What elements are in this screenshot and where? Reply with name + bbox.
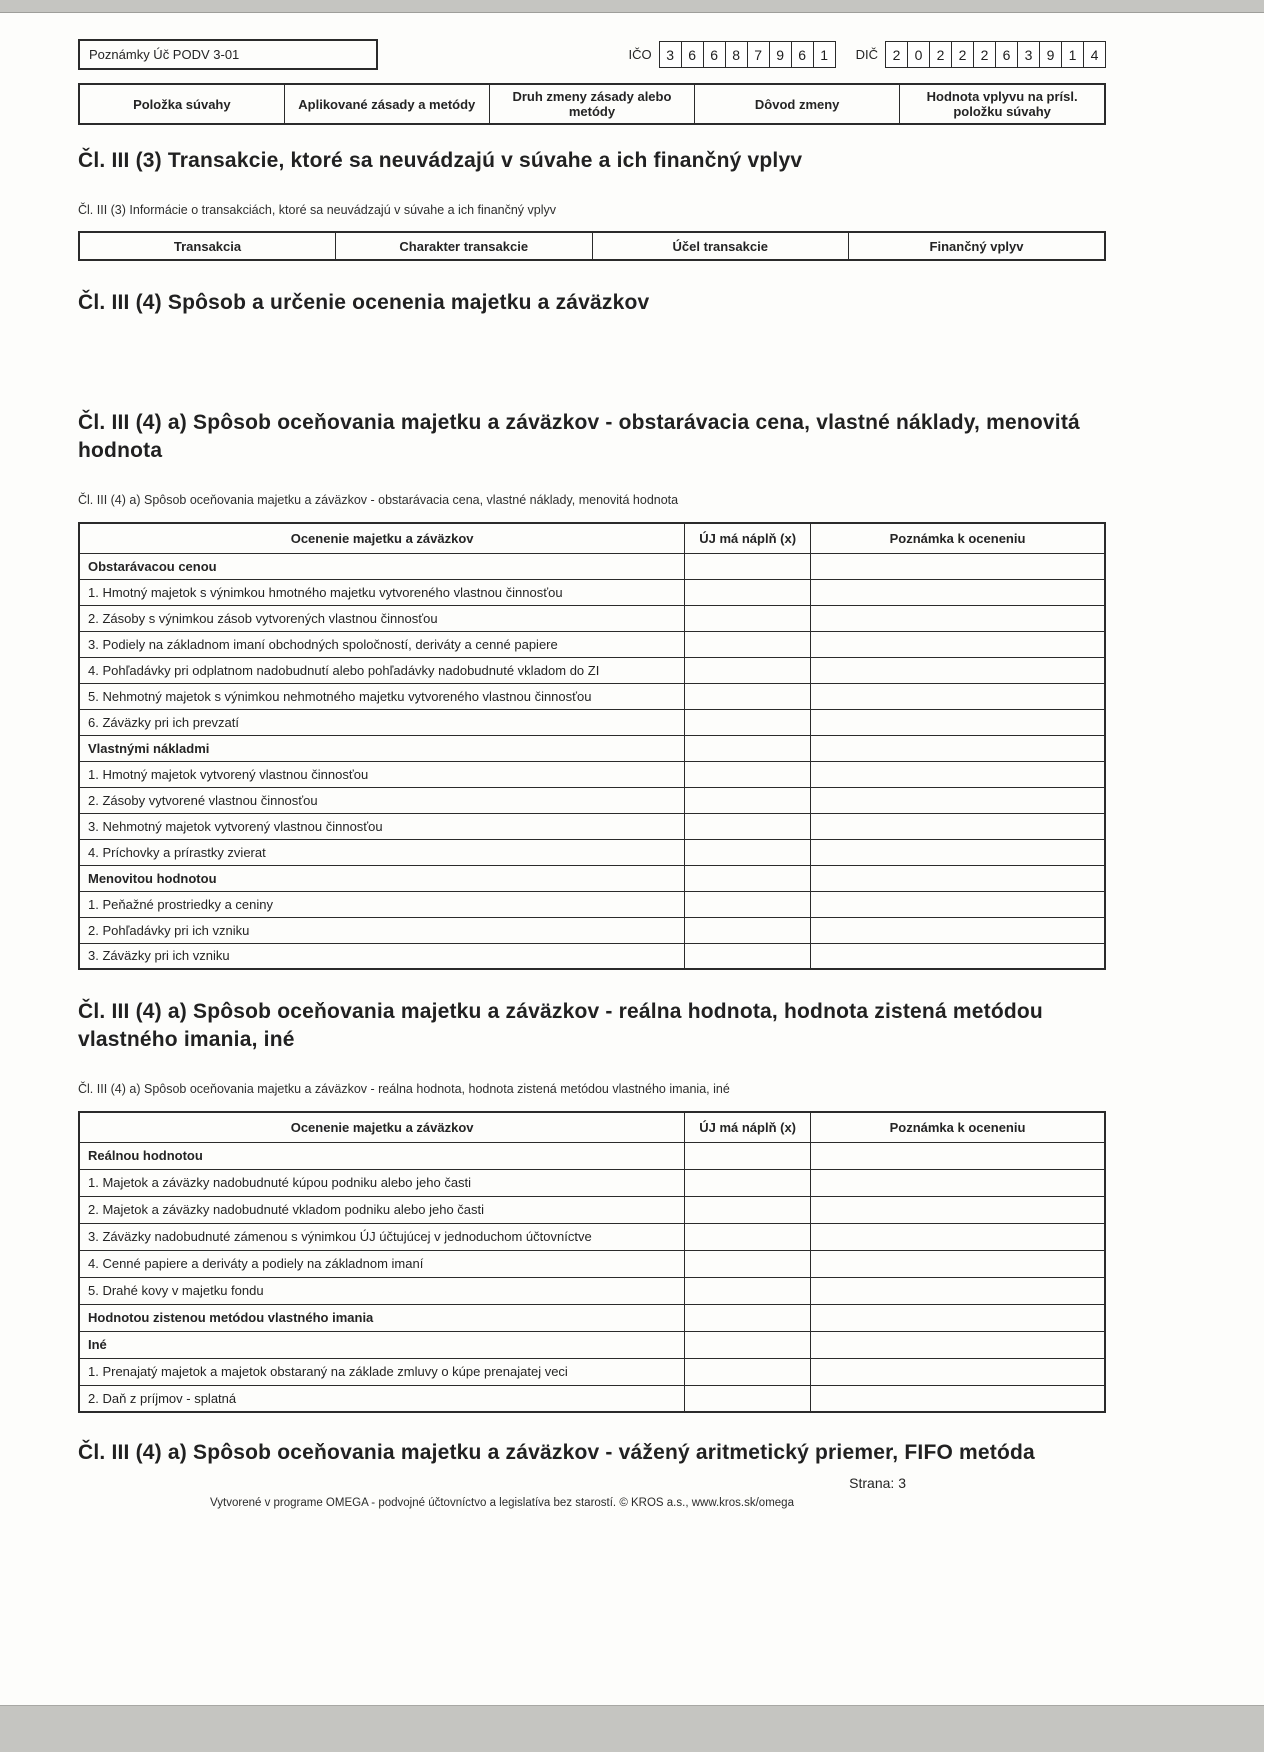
valuation-note-cell xyxy=(811,1358,1105,1385)
column-header: Položka súvahy xyxy=(79,84,284,124)
row-label: 6. Záväzky pri ich prevzatí xyxy=(79,709,685,735)
column-header: ÚJ má náplň (x) xyxy=(685,1112,811,1142)
row-label: 2. Zásoby vytvorené vlastnou činnosťou xyxy=(79,787,685,813)
row-label: 4. Príchovky a prírastky zvierat xyxy=(79,839,685,865)
column-header: ÚJ má náplň (x) xyxy=(685,523,811,553)
dic-digit-box: 2 xyxy=(929,41,952,68)
valuation-note-cell xyxy=(811,657,1105,683)
dic-digit-boxes xyxy=(885,41,1106,68)
section-note-cl4a-cena: Čl. III (4) a) Spôsob oceňovania majetku a záväzkov - obstarávacia cena, vlastné náklady, menovitá hodnota xyxy=(78,493,679,507)
valuation-note-cell xyxy=(811,1223,1105,1250)
ico-digit-box: 6 xyxy=(703,41,726,68)
row-label: 4. Pohľadávky pri odplatnom nadobudnutí alebo pohľadávky nadobudnuté vkladom do ZI xyxy=(79,657,685,683)
registration-numbers xyxy=(628,39,1106,68)
valuation-note-cell xyxy=(811,1331,1105,1358)
row-label: 5. Nehmotný majetok s výnimkou nehmotného majetku vytvoreného vlastnou činnosťou xyxy=(79,683,685,709)
dic-digit-box: 3 xyxy=(1017,41,1040,68)
dic-digit-box: 2 xyxy=(973,41,996,68)
fill-mark-cell xyxy=(685,631,811,657)
column-header: Hodnota vplyvu na prísl. položku súvahy xyxy=(900,84,1105,124)
table-row xyxy=(79,917,1105,943)
ico-digit-box: 6 xyxy=(681,41,704,68)
ico-digit-box: 9 xyxy=(769,41,792,68)
fill-mark-cell xyxy=(685,917,811,943)
row-label: Reálnou hodnotou xyxy=(79,1142,685,1169)
valuation-note-cell xyxy=(811,553,1105,579)
valuation-note-cell xyxy=(811,579,1105,605)
row-label: Menovitou hodnotou xyxy=(79,865,685,891)
header-row xyxy=(79,1112,1105,1142)
valuation-cost-table xyxy=(78,522,1106,970)
section-title-cl4a-fifo: Čl. III (4) a) Spôsob oceňovania majetku a záväzkov - vážený aritmetický priemer, FIFO metóda xyxy=(78,1441,1035,1464)
dic-digit-box: 9 xyxy=(1039,41,1062,68)
column-header: Dôvod zmeny xyxy=(695,84,900,124)
ico-label: IČO xyxy=(628,47,652,62)
section-note-cl3: Čl. III (3) Informácie o transakciách, ktoré sa neuvádzajú v súvahe a ich finančný vplyv xyxy=(78,203,557,217)
table-row xyxy=(79,891,1105,917)
row-label: 1. Hmotný majetok s výnimkou hmotného majetku vytvoreného vlastnou činnosťou xyxy=(79,579,685,605)
column-header: Finančný vplyv xyxy=(849,232,1106,260)
transactions-table xyxy=(78,231,1106,261)
column-header: Aplikované zásady a metódy xyxy=(284,84,489,124)
row-label: 3. Záväzky pri ich vzniku xyxy=(79,943,685,969)
column-header: Ocenenie majetku a záväzkov xyxy=(79,1112,685,1142)
table-row xyxy=(79,683,1105,709)
column-header: Charakter transakcie xyxy=(336,232,593,260)
column-header: Druh zmeny zásady alebo metódy xyxy=(489,84,694,124)
section-row xyxy=(79,1304,1105,1331)
table-row xyxy=(79,709,1105,735)
row-label: 1. Peňažné prostriedky a ceniny xyxy=(79,891,685,917)
fill-mark-cell xyxy=(685,1142,811,1169)
valuation-note-cell xyxy=(811,1304,1105,1331)
page-content xyxy=(78,39,1106,1509)
fill-mark-cell xyxy=(685,1331,811,1358)
table-row xyxy=(79,605,1105,631)
header-row xyxy=(79,523,1105,553)
ico-digit-boxes xyxy=(659,41,836,68)
table-row xyxy=(79,839,1105,865)
fill-mark-cell xyxy=(685,1277,811,1304)
valuation-note-cell xyxy=(811,761,1105,787)
section-row xyxy=(79,1331,1105,1358)
fill-mark-cell xyxy=(685,1385,811,1412)
header-row xyxy=(79,84,1105,124)
dic-digit-box: 2 xyxy=(885,41,908,68)
valuation-note-cell xyxy=(811,1277,1105,1304)
generator-credit: Vytvorené v programe OMEGA - podvojné účtovníctvo a legislatíva bez starostí. © KROS a.s., www.kros.sk/omega xyxy=(210,1497,794,1509)
row-label: 3. Podiely na základnom imaní obchodných spoločností, deriváty a cenné papiere xyxy=(79,631,685,657)
column-header: Poznámka k oceneniu xyxy=(811,1112,1105,1142)
fill-mark-cell xyxy=(685,891,811,917)
fill-mark-cell xyxy=(685,683,811,709)
valuation-note-cell xyxy=(811,891,1105,917)
table-row xyxy=(79,1385,1105,1412)
fill-mark-cell xyxy=(685,1223,811,1250)
column-header: Transakcia xyxy=(79,232,336,260)
row-label: 2. Zásoby s výnimkou zásob vytvorených vlastnou činnosťou xyxy=(79,605,685,631)
row-label: 1. Majetok a záväzky nadobudnuté kúpou podniku alebo jeho časti xyxy=(79,1169,685,1196)
row-label: 2. Pohľadávky pri ich vzniku xyxy=(79,917,685,943)
fill-mark-cell xyxy=(685,605,811,631)
ico-digit-box: 1 xyxy=(813,41,836,68)
section-title-cl4a-cena: Čl. III (4) a) Spôsob oceňovania majetku a záväzkov - obstarávacia cena, vlastné náklady, menovitá hodnota xyxy=(78,411,1080,462)
valuation-note-cell xyxy=(811,813,1105,839)
ico-digit-box: 7 xyxy=(747,41,770,68)
dic-digit-box: 4 xyxy=(1083,41,1106,68)
ico-digit-box: 3 xyxy=(659,41,682,68)
valuation-note-cell xyxy=(811,1169,1105,1196)
fill-mark-cell xyxy=(685,865,811,891)
accounting-policies-table xyxy=(78,83,1106,125)
row-label: 2. Daň z príjmov - splatná xyxy=(79,1385,685,1412)
fill-mark-cell xyxy=(685,761,811,787)
section-row xyxy=(79,553,1105,579)
fill-mark-cell xyxy=(685,813,811,839)
dic-digit-box: 6 xyxy=(995,41,1018,68)
form-id-box xyxy=(78,39,378,70)
section-title-cl4: Čl. III (4) Spôsob a určenie ocenenia majetku a záväzkov xyxy=(78,291,650,314)
valuation-note-cell xyxy=(811,683,1105,709)
section-note-cl4a-realna: Čl. III (4) a) Spôsob oceňovania majetku a záväzkov - reálna hodnota, hodnota zistená metódou vlastného imania, iné xyxy=(78,1082,730,1096)
form-id-label: Poznámky Úč PODV 3-01 xyxy=(89,47,240,62)
table-row xyxy=(79,1223,1105,1250)
valuation-note-cell xyxy=(811,1250,1105,1277)
section-row xyxy=(79,865,1105,891)
valuation-note-cell xyxy=(811,1142,1105,1169)
ico-digit-box: 8 xyxy=(725,41,748,68)
section-title-cl3: Čl. III (3) Transakcie, ktoré sa neuvádzajú v súvahe a ich finančný vplyv xyxy=(78,149,803,172)
row-label: 5. Drahé kovy v majetku fondu xyxy=(79,1277,685,1304)
table-row xyxy=(79,1250,1105,1277)
table-row xyxy=(79,631,1105,657)
column-header: Ocenenie majetku a záväzkov xyxy=(79,523,685,553)
table-row xyxy=(79,813,1105,839)
page-number: Strana: 3 xyxy=(849,1475,906,1491)
fill-mark-cell xyxy=(685,1358,811,1385)
valuation-note-cell xyxy=(811,709,1105,735)
fill-mark-cell xyxy=(685,839,811,865)
table-row xyxy=(79,1358,1105,1385)
fill-mark-cell xyxy=(685,1250,811,1277)
dic-digit-box: 1 xyxy=(1061,41,1084,68)
section-row xyxy=(79,735,1105,761)
row-label: 3. Záväzky nadobudnuté zámenou s výnimkou ÚJ účtujúcej v jednoduchom účtovníctve xyxy=(79,1223,685,1250)
row-label: 2. Majetok a záväzky nadobudnuté vkladom podniku alebo jeho časti xyxy=(79,1196,685,1223)
row-label: 1. Prenajatý majetok a majetok obstaraný na základe zmluvy o kúpe prenajatej veci xyxy=(79,1358,685,1385)
fill-mark-cell xyxy=(685,1304,811,1331)
table-row xyxy=(79,943,1105,969)
row-label: 3. Nehmotný majetok vytvorený vlastnou činnosťou xyxy=(79,813,685,839)
header-row xyxy=(79,232,1105,260)
column-header: Účel transakcie xyxy=(592,232,849,260)
valuation-note-cell xyxy=(811,865,1105,891)
fill-mark-cell xyxy=(685,709,811,735)
row-label: Obstarávacou cenou xyxy=(79,553,685,579)
table-row xyxy=(79,657,1105,683)
valuation-note-cell xyxy=(811,787,1105,813)
fill-mark-cell xyxy=(685,943,811,969)
fill-mark-cell xyxy=(685,579,811,605)
table-row xyxy=(79,1169,1105,1196)
row-label: Iné xyxy=(79,1331,685,1358)
dic-digit-box: 0 xyxy=(907,41,930,68)
table-row xyxy=(79,787,1105,813)
dic-label: DIČ xyxy=(855,47,878,62)
valuation-note-cell xyxy=(811,735,1105,761)
table-row xyxy=(79,579,1105,605)
table-row xyxy=(79,1196,1105,1223)
valuation-note-cell xyxy=(811,943,1105,969)
valuation-note-cell xyxy=(811,1196,1105,1223)
table-row xyxy=(79,761,1105,787)
valuation-note-cell xyxy=(811,1385,1105,1412)
row-label: 4. Cenné papiere a deriváty a podiely na základnom imaní xyxy=(79,1250,685,1277)
fill-mark-cell xyxy=(685,1196,811,1223)
valuation-note-cell xyxy=(811,631,1105,657)
fill-mark-cell xyxy=(685,553,811,579)
valuation-note-cell xyxy=(811,605,1105,631)
valuation-fair-value-table xyxy=(78,1111,1106,1413)
column-header: Poznámka k oceneniu xyxy=(811,523,1105,553)
fill-mark-cell xyxy=(685,1169,811,1196)
dic-digit-box: 2 xyxy=(951,41,974,68)
row-label: Vlastnými nákladmi xyxy=(79,735,685,761)
fill-mark-cell xyxy=(685,787,811,813)
section-row xyxy=(79,1142,1105,1169)
scanned-page xyxy=(0,12,1264,1706)
row-label: 1. Hmotný majetok vytvorený vlastnou činnosťou xyxy=(79,761,685,787)
fill-mark-cell xyxy=(685,657,811,683)
row-label: Hodnotou zistenou metódou vlastného imania xyxy=(79,1304,685,1331)
table-row xyxy=(79,1277,1105,1304)
section-title-cl4a-realna: Čl. III (4) a) Spôsob oceňovania majetku a záväzkov - reálna hodnota, hodnota zistená metódou vlastného imania, iné xyxy=(78,1000,1043,1051)
valuation-note-cell xyxy=(811,839,1105,865)
fill-mark-cell xyxy=(685,735,811,761)
valuation-note-cell xyxy=(811,917,1105,943)
ico-digit-box: 6 xyxy=(791,41,814,68)
top-bar xyxy=(78,39,1106,70)
